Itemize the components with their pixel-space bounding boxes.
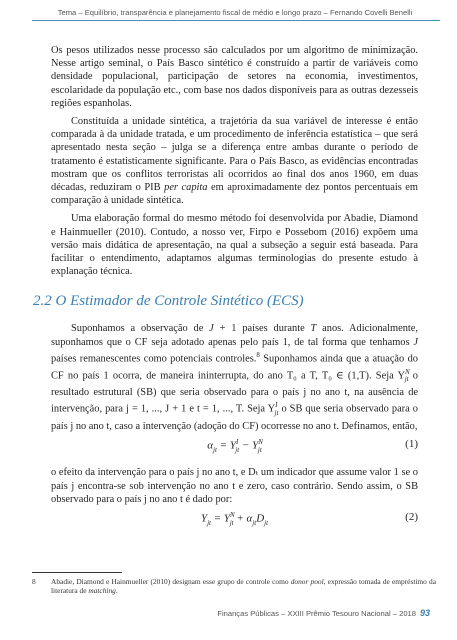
running-header: Tema – Equilíbrio, transparência e planejamento fiscal de médio e longo prazo – Fernando Covelli Benelli [57,8,413,17]
footnote-text: Abadie, Diamond e Hainmueller (2010) designam esse grupo de controle como donor pool, expressão tomada de empréstimo da literatura de matching. [51,577,436,596]
paragraph-3: Uma elaboração formal do mesmo método foi desenvolvida por Abadie, Diamond e Hainmueller (2010). Contudo, a nosso ver, Firpo e Possebom (2016) expõem uma versão mais didática de apresentação, na qual a subseção a seguir está baseada. Para facilitar o entendimento, adaptamos algumas terminologias do presente estudo à explanação técnica. [51,213,418,278]
paragraph-4: Suponhamos a observação de J + 1 países durante T anos. Adicionalmente, suponhamos que o CF seja adotado apenas pelo país 1, de tal forma que tenhamos J países remanescentes como potenciais controles.$^8$ Suponhamos ainda que a atuação do CF no país 1 ocorra, de maneira ininterrupta, do ano T₀ a T, T₀ ∈ (1,T). Seja $Y^N_{jt}$ o resultado estrutural (SB) que seria observado para o país j no ano t, na ausência de intervenção, para j = 1, ..., J + 1 e t = 1, ..., T. Seja $Y^I_{jt}$ o SB que seria observado para o país j no ano t, caso a intervenção (adoção do CF) ocorresse no ano t. Definamos, então, [51,323,419,433]
section-title: 2.2 O Estimador de Controle Sintético (ECS) [33,293,304,310]
main-content [33,44,419,539]
paragraph-2: Constituída a unidade sintética, a trajetória da sua variável de interesse é então comparada à da unidade tratada, e um procedimento de inferência estatística – que será apresentado nesta seção – julga se a diferença entre ambas durante o período de tratamento é estatisticamente significante. Para o País Basco, as evidências encontradas mostram que os conflitos terroristas ali ocorridos ao final dos anos 1960, em duas décadas, reduziram o PIB per capita em aproximadamente dez pontos percentuais em comparação à unidade sintética. [51,116,419,207]
page-footer [217,608,430,618]
header-rule [32,20,440,21]
footnote-rule [32,572,122,573]
equation-1 [51,438,418,460]
equation-1-number: (1) [405,438,418,451]
page-number: 93 [419,608,430,618]
equation-1-formula: $\alpha_{jt} = Y^I_{jt} - Y^N_{jt}$ [207,438,263,455]
footnote [32,577,440,596]
footnote-number: 8 [32,577,36,586]
equation-2-number: (2) [405,511,418,524]
paragraph-5: o efeito da intervenção para o país j no ano t, e Dₜ um indicador que assume valor 1 se o país j encontra-se sob intervenção no ano t e zero, caso contrário. Sendo assim, o SB observado para o país j no ano t é dado por: [51,467,418,505]
paragraph-1: Os pesos utilizados nesse processo são calculados por um algoritmo de minimização. Nesse artigo seminal, o País Basco sintético é construído a partir de variáveis como densidade populacional, participação de setores na economia, investimentos, escolaridade da população etc., com base nos dados disponíveis para as outras dezesseis regiões espanholas. [51,45,418,109]
equation-2-formula: $Y_{jt} = Y^N_{jt} + \alpha_{jt}D_{jt}$ [200,511,269,527]
footer-text: Finanças Públicas – XXIII Prêmio Tesouro Nacional – 2018 [217,609,416,618]
equation-2 [51,511,418,533]
